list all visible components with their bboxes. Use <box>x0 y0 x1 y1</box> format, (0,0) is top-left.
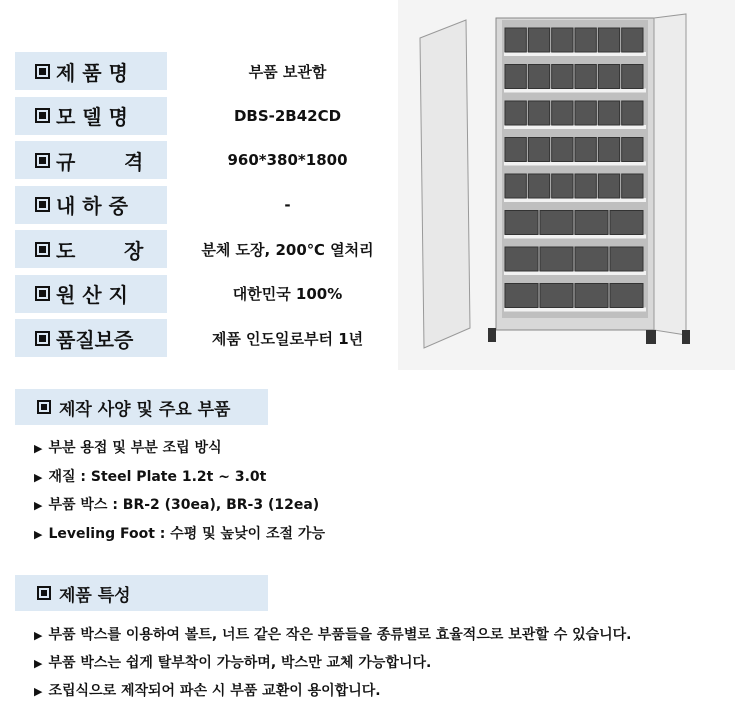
list-item-text: 조립식으로 제작되어 파손 시 부품 교환이 용이합니다. <box>48 683 381 699</box>
parts-bin <box>622 28 643 52</box>
spec-value: 제품 인도일로부터 1년 <box>211 329 364 348</box>
spec-label <box>15 141 167 179</box>
parts-bin <box>528 174 549 198</box>
triangle-right-icon: ▶ <box>34 470 43 484</box>
spec-label-text: 내 하 중 <box>56 194 128 218</box>
product-image-cabinet <box>398 0 735 370</box>
parts-bin <box>575 28 596 52</box>
spec-value: - <box>284 195 291 214</box>
spec-value: 960*380*1800 <box>227 151 348 169</box>
spec-label <box>15 275 167 313</box>
parts-bin <box>575 247 608 271</box>
parts-bin <box>622 65 643 89</box>
square-bullet-icon <box>37 400 51 414</box>
parts-bin <box>552 174 573 198</box>
section-title: 제작 사양 및 주요 부품 <box>59 399 231 420</box>
spec-label-text: 제 품 명 <box>56 60 128 85</box>
list-item-text: 부품 박스를 이용하여 볼트, 너트 같은 작은 부품들을 종류별로 효율적으로 보관할 수 있습니다. <box>48 627 632 643</box>
parts-bin <box>610 247 643 271</box>
parts-bin <box>598 65 619 89</box>
parts-bin <box>598 28 619 52</box>
list-item-text: 부품 박스는 쉽게 탈부착이 가능하며, 박스만 교체 가능합니다. <box>48 655 432 671</box>
parts-bin <box>528 138 549 162</box>
parts-bin <box>505 101 526 125</box>
square-bullet-icon <box>35 286 50 301</box>
list-item <box>34 437 222 457</box>
section-header-features <box>15 575 268 611</box>
cabinet-illustration <box>398 0 735 370</box>
square-bullet-icon <box>35 108 50 123</box>
parts-bin <box>540 284 573 308</box>
list-item <box>34 494 319 514</box>
parts-bin <box>540 247 573 271</box>
parts-bin <box>505 28 526 52</box>
square-bullet-icon <box>35 153 50 168</box>
list-item <box>34 624 632 644</box>
list-item <box>34 652 431 672</box>
section-title: 제품 특성 <box>59 585 131 606</box>
parts-bin <box>575 284 608 308</box>
triangle-right-icon: ▶ <box>34 657 43 670</box>
spec-label-text: 도 장 <box>56 238 144 263</box>
parts-bin <box>505 211 538 235</box>
list-item-text: 부분 용접 및 부분 조립 방식 <box>48 440 222 456</box>
spec-label <box>15 52 167 90</box>
spec-label-text: 원 산 지 <box>56 283 128 307</box>
parts-bin <box>575 65 596 89</box>
spec-value: 대한민국 100% <box>232 285 343 303</box>
parts-bin <box>505 284 538 308</box>
parts-bin <box>552 28 573 52</box>
spec-label-text: 모 델 명 <box>56 105 128 129</box>
parts-bin <box>598 138 619 162</box>
parts-bin <box>505 65 526 89</box>
section-header-spec <box>15 389 268 425</box>
parts-bin <box>622 174 643 198</box>
parts-bin <box>622 101 643 125</box>
parts-bin <box>528 28 549 52</box>
parts-bin <box>505 138 526 162</box>
triangle-right-icon: ▶ <box>34 442 43 455</box>
spec-label <box>15 186 167 224</box>
triangle-right-icon: ▶ <box>34 685 43 698</box>
list-item <box>34 523 325 543</box>
parts-bin <box>598 101 619 125</box>
parts-bin <box>610 211 643 235</box>
list-item-text: 재질 : Steel Plate 1.2t ~ 3.0t <box>48 468 267 485</box>
triangle-right-icon: ▶ <box>34 527 43 541</box>
list-item-text: Leveling Foot : 수평 및 높낮이 조절 가능 <box>48 525 325 542</box>
parts-bin <box>575 174 596 198</box>
parts-bin <box>552 138 573 162</box>
spec-value: 분체 도장, 200℃ 열처리 <box>201 240 374 259</box>
square-bullet-icon <box>35 331 50 346</box>
spec-label-text: 품질보증 <box>56 327 134 352</box>
list-item <box>34 680 381 700</box>
square-bullet-icon <box>37 586 51 600</box>
list-item <box>34 466 266 486</box>
parts-bin <box>610 284 643 308</box>
parts-bin <box>505 247 538 271</box>
spec-label-text: 규 격 <box>56 149 144 174</box>
parts-bin <box>575 101 596 125</box>
spec-label <box>15 97 167 135</box>
parts-bin <box>552 65 573 89</box>
parts-bin <box>552 101 573 125</box>
parts-bin <box>528 101 549 125</box>
spec-label <box>15 319 167 357</box>
parts-bin <box>528 65 549 89</box>
square-bullet-icon <box>35 64 50 79</box>
parts-bin <box>575 138 596 162</box>
triangle-right-icon: ▶ <box>34 499 43 512</box>
triangle-right-icon: ▶ <box>34 629 43 642</box>
parts-bin <box>540 211 573 235</box>
parts-bin <box>505 174 526 198</box>
square-bullet-icon <box>35 197 50 212</box>
spec-label <box>15 230 167 268</box>
list-item-text: 부품 박스 : BR-2 (30ea), BR-3 (12ea) <box>48 497 320 513</box>
spec-value: 부품 보관함 <box>248 62 327 81</box>
parts-bin <box>575 211 608 235</box>
parts-bin <box>622 138 643 162</box>
spec-value: DBS-2B42CD <box>233 106 342 125</box>
parts-bin <box>598 174 619 198</box>
square-bullet-icon <box>35 242 50 257</box>
